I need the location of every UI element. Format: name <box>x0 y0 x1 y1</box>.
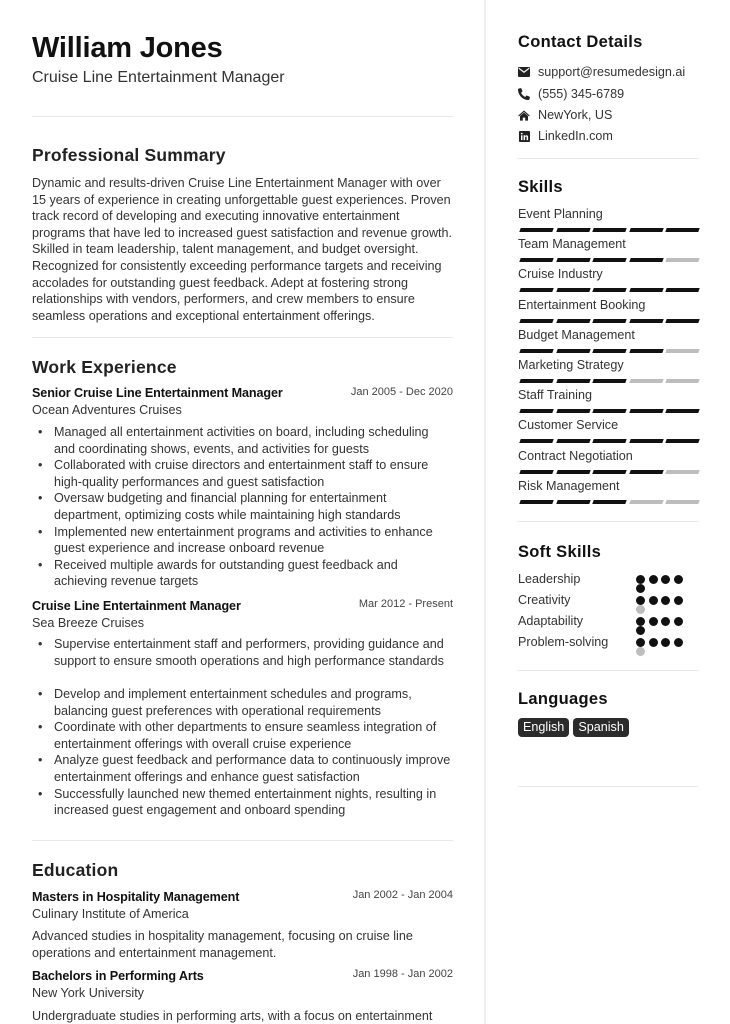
candidate-title: Cruise Line Entertainment Manager <box>32 69 285 86</box>
contact-linkedin[interactable] <box>518 127 613 145</box>
languages-heading: Languages <box>518 690 608 708</box>
skill-rating <box>520 439 699 443</box>
linkedin-icon <box>518 130 530 142</box>
skills-heading: Skills <box>518 178 563 196</box>
contact-location-text: NewYork, US <box>538 108 613 122</box>
degree-dates: Jan 2002 - Jan 2004 <box>352 889 453 901</box>
contact-email-text: support@resumedesign.ai <box>538 65 686 79</box>
soft-skill-label: Leadership <box>518 572 581 586</box>
soft-skills-heading: Soft Skills <box>518 543 602 561</box>
contact-heading: Contact Details <box>518 33 643 51</box>
job-bullet: • Received multiple awards for outstanding guest feedback and achieving revenue targets <box>32 557 453 590</box>
skill-rating <box>520 409 699 413</box>
contact-linkedin-text: LinkedIn.com <box>538 129 613 143</box>
language-tag: English <box>518 718 569 737</box>
language-tag: Spanish <box>573 718 629 737</box>
skill-label: Team Management <box>518 237 626 251</box>
skill-label: Budget Management <box>518 328 635 342</box>
contact-divider <box>518 158 698 159</box>
skill-rating <box>520 288 699 292</box>
job-dates: Jan 2005 - Dec 2020 <box>350 386 453 398</box>
degree-dates: Jan 1998 - Jan 2002 <box>352 968 453 980</box>
job-title: Senior Cruise Line Entertainment Manager <box>32 386 283 400</box>
job-bullet: • Managed all entertainment activities on board, including scheduling and coordinating shows, events, and activities for guests <box>32 424 453 457</box>
job-bullets <box>32 424 453 590</box>
skill-label: Contract Negotiation <box>518 449 633 463</box>
soft-skill-rating <box>636 596 686 614</box>
soft-skill-label: Adaptability <box>518 614 584 628</box>
skills-divider <box>518 521 698 522</box>
job-bullets <box>32 636 453 669</box>
job-company: Sea Breeze Cruises <box>32 616 144 630</box>
contact-phone[interactable] <box>518 85 624 103</box>
school-name: Culinary Institute of America <box>32 907 189 921</box>
experience-divider <box>32 840 453 841</box>
soft-skill-rating <box>636 638 686 656</box>
column-divider <box>484 0 486 1024</box>
contact-email[interactable] <box>518 63 685 81</box>
job-title: Cruise Line Entertainment Manager <box>32 599 241 613</box>
job-bullet: • Successfully launched new themed entertainment nights, resulting in increased guest engagement and onboard spending <box>32 786 453 819</box>
skill-rating <box>520 349 699 353</box>
job-bullet: • Analyze guest feedback and performance data to continuously improve entertainment offerings and enhance guest satisfaction <box>32 752 453 785</box>
languages-divider <box>518 786 698 787</box>
job-dates: Mar 2012 - Present <box>358 598 453 610</box>
job-company: Ocean Adventures Cruises <box>32 403 182 417</box>
skill-label: Event Planning <box>518 207 603 221</box>
job-bullet: • Develop and implement entertainment schedules and programs, balancing guest preferences with operational requirements <box>32 686 453 719</box>
education-heading: Education <box>32 860 119 880</box>
candidate-name: William Jones <box>32 32 223 64</box>
skill-rating <box>520 228 699 232</box>
degree-description: Advanced studies in hospitality management, focusing on cruise line operations and entertainment management. <box>32 929 413 960</box>
contact-location <box>518 106 612 124</box>
soft-skill-rating <box>636 617 686 635</box>
skill-label: Entertainment Booking <box>518 298 646 312</box>
header-divider <box>32 116 453 117</box>
envelope-icon <box>518 66 530 78</box>
skill-label: Staff Training <box>518 388 592 402</box>
contact-phone-text: (555) 345-6789 <box>538 87 625 101</box>
soft-skills-divider <box>518 670 698 671</box>
degree-description: Undergraduate studies in performing arts, with a focus on entertainment <box>32 1009 433 1023</box>
soft-skill-label: Problem-solving <box>518 635 609 649</box>
school-name: New York University <box>32 986 144 1000</box>
summary-heading: Professional Summary <box>32 145 226 165</box>
skill-rating <box>520 319 699 323</box>
skill-rating <box>520 258 699 262</box>
home-icon <box>518 109 530 121</box>
job-bullet: • Supervise entertainment staff and performers, providing guidance and support to ensure smooth operations and high performance standards <box>32 636 453 669</box>
degree-title: Bachelors in Performing Arts <box>32 969 204 983</box>
skill-label: Cruise Industry <box>518 267 603 281</box>
skill-rating <box>520 470 699 474</box>
skill-label: Risk Management <box>518 479 620 493</box>
skill-rating <box>520 379 699 383</box>
skill-label: Marketing Strategy <box>518 358 624 372</box>
summary-text: Dynamic and results-driven Cruise Line Entertainment Manager with over 15 years of experience in creating unforgettable guest experiences. Proven track record of developing and executing innovative entertainment programs that have led to increased guest satisfaction and revenue growth. Skilled in team leadership, talent management, and budget oversight. Recognized for consistently exceeding performance targets and receiving accolades for outstanding guest feedback. Adept at fostering strong relationships with vendors, performers, and crew members to ensure seamless operations and exceptional entertainment offerings. <box>32 176 453 323</box>
skill-label: Customer Service <box>518 418 619 432</box>
phone-icon <box>518 88 530 100</box>
summary-divider <box>32 337 453 338</box>
job-bullet: • Oversaw budgeting and financial planning for entertainment department, optimizing costs while maintaining high standards <box>32 490 453 523</box>
degree-title: Masters in Hospitality Management <box>32 890 240 904</box>
soft-skill-rating <box>636 575 686 593</box>
language-tags <box>518 718 629 737</box>
job-bullets <box>32 686 453 819</box>
skill-rating <box>520 500 699 504</box>
job-bullet: • Collaborated with cruise directors and entertainment staff to ensure high-quality performances and guest satisfaction <box>32 457 453 490</box>
experience-heading: Work Experience <box>32 357 177 377</box>
job-bullet: • Implemented new entertainment programs and activities to enhance guest experience and increase onboard revenue <box>32 524 453 557</box>
soft-skill-label: Creativity <box>518 593 571 607</box>
job-bullet: • Coordinate with other departments to ensure seamless integration of entertainment offerings with overall cruise experience <box>32 719 453 752</box>
